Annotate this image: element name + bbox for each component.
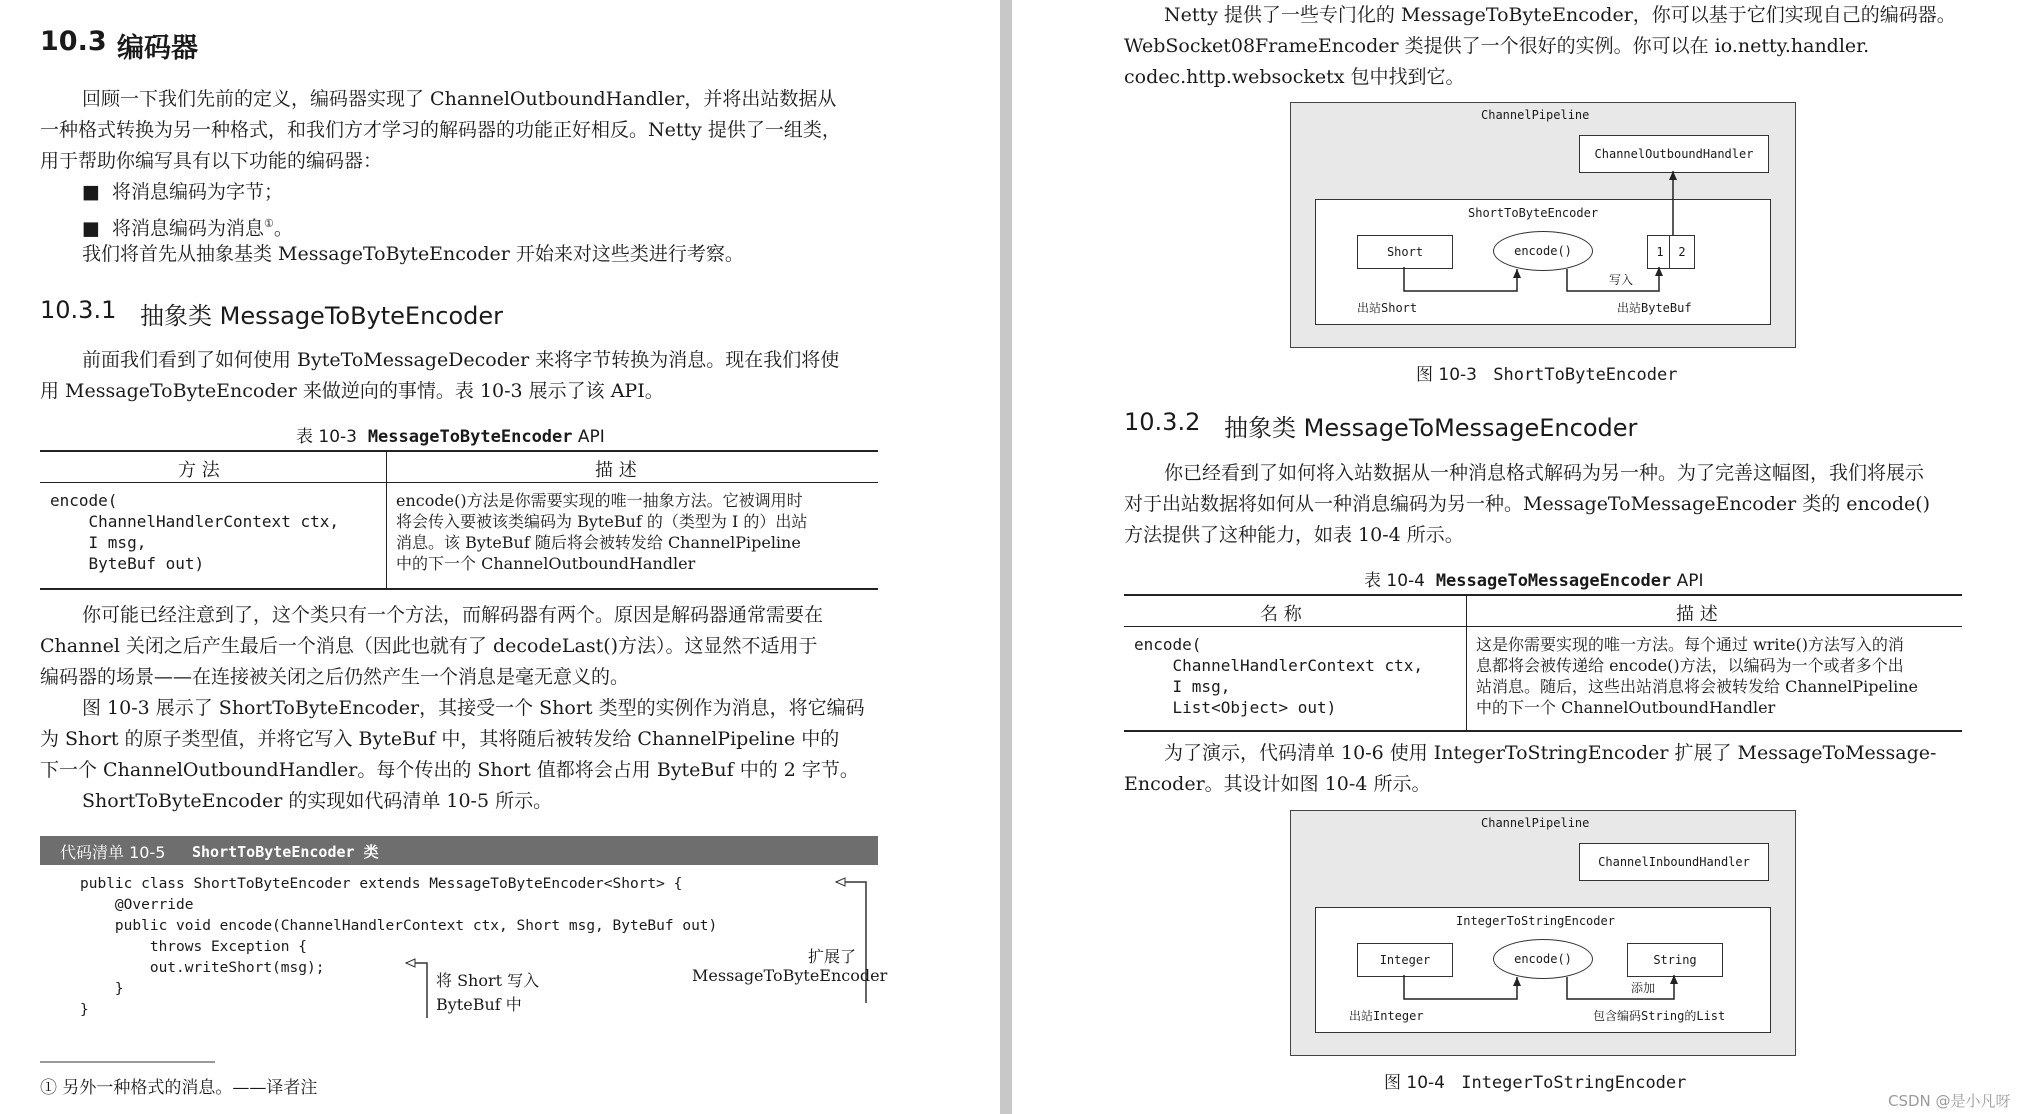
paragraph-line: 一种格式转换为另一种格式，和我们方才学习的解码器的功能正好相反。Netty 提供了一组类， [40,119,841,141]
paragraph-line: 用于帮助你编写具有以下功能的编码器： [40,150,383,172]
annotation-line: ByteBuf 中 [436,995,522,1014]
paragraph-line: Channel 关闭之后产生最后一个消息（因此也就有了 decodeLast()方法）。这显然不适用于 [40,635,818,657]
paragraph-line: ShortToByteEncoder 的实现如代码清单 10-5 所示。 [82,790,553,812]
paragraph-line: 我们将首先从抽象基类 MessageToByteEncoder 开始来对这些类进行考察。 [82,243,744,265]
outbound-handler-box: ChannelOutboundHandler [1579,135,1769,173]
description-line: 中的下一个 ChannelOutboundHandler [1476,698,1776,717]
footnote-mark: ① [264,217,274,230]
inbound-handler-box: ChannelInboundHandler [1579,843,1769,881]
integer-box: Integer [1357,943,1453,977]
paragraph-line: codec.http.websocketx 包中找到它。 [1124,66,1465,88]
left-page [0,0,1000,1114]
paragraph-line: 为了演示，代码清单 10-6 使用 IntegerToStringEncoder 扩展了 MessageToMessage- [1164,742,1937,764]
listing-title: ShortToByteEncoder 类 [192,843,379,861]
paragraph-line: 方法提供了这种能力，如表 10-4 所示。 [1124,524,1464,546]
figure-10-4 [1290,810,1796,1056]
method-cell: encode( ChannelHandlerContext ctx, I msg, ByteBuf out) [50,491,339,573]
subsection-title: 抽象类 MessageToMessageEncoder [1224,414,1638,442]
code-line: } [80,1002,89,1018]
column-header: 描 述 [595,460,637,481]
byte-2: 2 [1669,235,1695,269]
code-line: throws Exception { [80,939,307,955]
section-number: 10.3 [40,26,107,57]
figure-caption: 图 10-3 ShortToByteEncoder [1416,365,1678,385]
paragraph-line: Encoder。其设计如图 10-4 所示。 [1124,773,1431,795]
footnote: ① 另外一种格式的消息。——译者注 [40,1078,318,1098]
figure-caption: 图 10-4 IntegerToStringEncoder [1384,1073,1687,1093]
listing-number: 代码清单 10-5 [60,843,166,862]
figure-10-3 [1290,102,1796,348]
write-label: 写入 [1609,273,1634,287]
description-line: 这是你需要实现的唯一方法。每个通过 write()方法写入的消 [1476,635,1904,654]
annotation-line: 扩展了 [808,947,857,966]
paragraph-line: 前面我们看到了如何使用 ByteToMessageDecoder 来将字节转换为消息。现在我们将使 [82,349,840,371]
add-label: 添加 [1631,981,1656,995]
pipeline-label: ChannelPipeline [1481,108,1590,122]
description-line: 将会传入要被该类编码为 ByteBuf 的（类型为 I 的）出站 [396,512,808,531]
paragraph-line: 用 MessageToByteEncoder 来做逆向的事情。表 10-3 展示了该 API。 [40,380,664,402]
table-header [1124,596,1962,627]
encoder-label: ShortToByteEncoder [1468,206,1599,220]
paragraph-line: 回顾一下我们先前的定义，编码器实现了 ChannelOutboundHandler，并将出站数据从 [82,88,837,110]
pipeline-label: ChannelPipeline [1481,816,1590,830]
table-caption: 表 10-3 MessageToByteEncoder API [296,427,605,447]
method-cell: encode( ChannelHandlerContext ctx, I msg, List<Object> out) [1134,635,1423,717]
encoder-label: IntegerToStringEncoder [1456,914,1615,928]
column-header: 描 述 [1676,604,1718,625]
paragraph-line: 编码器的场景——在连接被关闭之后仍然产生一个消息是毫无意义的。 [40,666,630,688]
paragraph-line: 对于出站数据将如何从一种消息编码为另一种。MessageToMessageEncoder 类的 encode() [1124,493,1931,515]
paragraph-line: WebSocket08FrameEncoder 类提供了一个很好的实例。你可以在 io.netty.handler. [1124,35,1870,57]
bullet-item: ■ 将消息编码为消息①。 [82,217,293,240]
column-header: 名 称 [1260,604,1302,625]
in-label: 出站Integer [1349,1009,1424,1023]
out-label: 出站ByteBuf [1617,301,1692,315]
annotation-line: MessageToByteEncoder [692,966,888,985]
annotation-line: 将 Short 写入 [436,971,540,990]
string-box: String [1627,943,1723,977]
description-line: 消息。该 ByteBuf 随后将会被转发给 ChannelPipeline [396,533,801,552]
code-line: public class ShortToByteEncoder extends MessageToByteEncoder<Short> { [80,876,683,892]
code-line: @Override [80,897,194,913]
paragraph-line: Netty 提供了一些专门化的 MessageToByteEncoder，你可以基于它们实现自己的编码器。 [1164,4,1956,26]
encode-method: encode() [1493,939,1593,979]
out-label: 包含编码String的List [1593,1009,1726,1023]
paragraph-line: 图 10-3 展示了 ShortToByteEncoder，其接受一个 Short 类型的实例作为消息，将它编码 [82,697,865,719]
description-line: encode()方法是你需要实现的唯一抽象方法。它被调用时 [396,491,803,510]
description-line: 息都将会被传递给 encode()方法，以编码为一个或者多个出 [1476,656,1904,675]
table-caption: 表 10-4 MessageToMessageEncoder API [1364,571,1704,591]
byte-1: 1 [1647,235,1673,269]
paragraph-line: 为 Short 的原子类型值，并将它写入 ByteBuf 中，其将随后被转发给 ChannelPipeline 中的 [40,728,840,750]
encode-method: encode() [1493,231,1593,271]
right-page [1012,0,2032,1114]
bullet-item: ■ 将消息编码为字节； [82,181,284,203]
description-line: 中的下一个 ChannelOutboundHandler [396,554,696,573]
subsection-title: 抽象类 MessageToByteEncoder [140,302,504,330]
subsection-number: 10.3.1 [40,296,117,324]
short-box: Short [1357,235,1453,269]
subsection-number: 10.3.2 [1124,408,1201,436]
column-header: 方 法 [178,460,220,481]
code-line: out.writeShort(msg); [80,960,325,976]
watermark: CSDN @是小凡呀 [1888,1092,2011,1110]
api-table [1124,594,1962,732]
paragraph-line: 你可能已经注意到了，这个类只有一个方法，而解码器有两个。原因是解码器通常需要在 [82,604,824,626]
code-line: public void encode(ChannelHandlerContext ctx, Short msg, ByteBuf out) [80,918,718,934]
paragraph-line: 你已经看到了如何将入站数据从一种消息格式解码为另一种。为了完善这幅图，我们将展示 [1164,462,1925,484]
paragraph-line: 下一个 ChannelOutboundHandler。每个传出的 Short 值都将会占用 ByteBuf 中的 2 字节。 [40,759,859,781]
section-title: 编码器 [117,33,198,64]
description-line: 站消息。随后，这些出站消息将会被转发给 ChannelPipeline [1476,677,1918,696]
in-label: 出站Short [1357,301,1418,315]
code-line: } [80,981,124,997]
